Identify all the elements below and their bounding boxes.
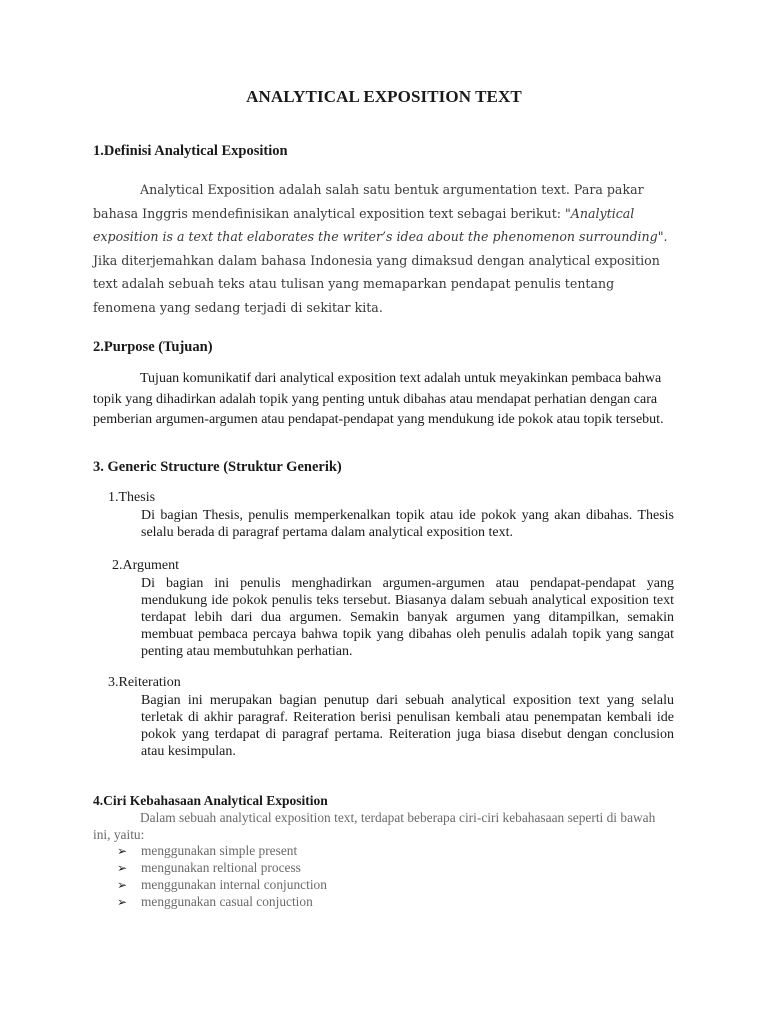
section-4-paragraph: Dalam sebuah analytical exposition text, terdapat beberapa ciri-ciri kebahasaan seperti di bawah ini, yaitu: xyxy=(93,810,656,842)
section-1-paragraph xyxy=(93,178,675,319)
list-item xyxy=(117,893,327,910)
arrowhead-bullet-icon: ➢ xyxy=(117,861,128,875)
structure-thesis-label: 1.Thesis xyxy=(108,490,156,505)
section-1-heading: 1.Definisi Analytical Exposition xyxy=(93,143,288,159)
section-2-paragraph: Tujuan komunikatif dari analytical exposition text adalah untuk meyakinkan pembaca bahwa topik yang dihadirkan adalah topik yang penting untuk dibahas atau mendapat perhatian dengan cara pemberian argumen-argumen atau pendapat-pendapat yang mendukung ide pokok atau topik tersebut. xyxy=(93,371,664,427)
arrowhead-bullet-icon: ➢ xyxy=(117,844,128,858)
section-1-paragraph-part1: Analytical Exposition adalah salah satu bentuk argumentation text. Para pakar bahasa Inggris mendefinisikan analytical exposition text sebagai berikut: xyxy=(93,182,644,221)
section-1-definition-quote: "Analytical exposition is a text that elaborates the writer’s idea about the phenomenon surrounding". xyxy=(93,205,668,244)
document-title: ANALYTICAL EXPOSITION TEXT xyxy=(246,87,522,106)
section-1-paragraph-part2: Jika diterjemahkan dalam bahasa Indonesia yang dimaksud dengan analytical exposition text adalah sebuah teks atau tulisan yang memaparkan pendapat penulis tentang fenomena yang sedang terjadi di sekitar kita. xyxy=(93,252,660,315)
list-item-text: menggunakan simple present xyxy=(141,843,298,858)
language-features-list xyxy=(117,842,327,910)
structure-thesis-body: Di bagian Thesis, penulis memperkenalkan topik atau ide pokok yang akan dibahas. Thesis selalu berada di paragraf pertama dalam analytical exposition text. xyxy=(141,508,674,540)
list-item-text: menggunakan casual conjuction xyxy=(141,894,313,909)
list-item xyxy=(117,859,327,876)
structure-argument-body: Di bagian ini penulis menghadirkan argumen-argumen atau pendapat-pendapat yang mendukung ide pokok penulis teks tersebut. Biasanya dalam sebuah analytical exposition text terdapat lebih dari dua argumen. Semakin banyak argumen yang ditampilkan, semakin membuat pembaca percaya bahwa topik yang dibahas oleh penulis adalah topik yang sangat penting atau membutuhkan perhatian. xyxy=(141,576,674,659)
structure-reiteration-label: 3.Reiteration xyxy=(108,675,181,690)
list-item-text: menggunakan internal conjunction xyxy=(141,877,327,892)
list-item xyxy=(117,842,327,859)
section-2-heading: 2.Purpose (Tujuan) xyxy=(93,339,213,355)
arrowhead-bullet-icon: ➢ xyxy=(117,878,128,892)
list-item xyxy=(117,876,327,893)
structure-reiteration-body: Bagian ini merupakan bagian penutup dari sebuah analytical exposition text yang selalu terletak di akhir paragraf. Reiteration berisi penulisan kembali atau penempatan kembali ide pokok yang terdapat di paragraf pertama. Reiteration juga biasa disebut dengan conclusion atau kesimpulan. xyxy=(141,693,674,759)
structure-argument-label: 2.Argument xyxy=(112,558,180,573)
section-4-heading: 4.Ciri Kebahasaan Analytical Exposition xyxy=(93,793,328,808)
list-item-text: mengunakan reltional process xyxy=(141,860,301,875)
arrowhead-bullet-icon: ➢ xyxy=(117,895,128,909)
section-3-heading: 3. Generic Structure (Struktur Generik) xyxy=(93,459,342,475)
